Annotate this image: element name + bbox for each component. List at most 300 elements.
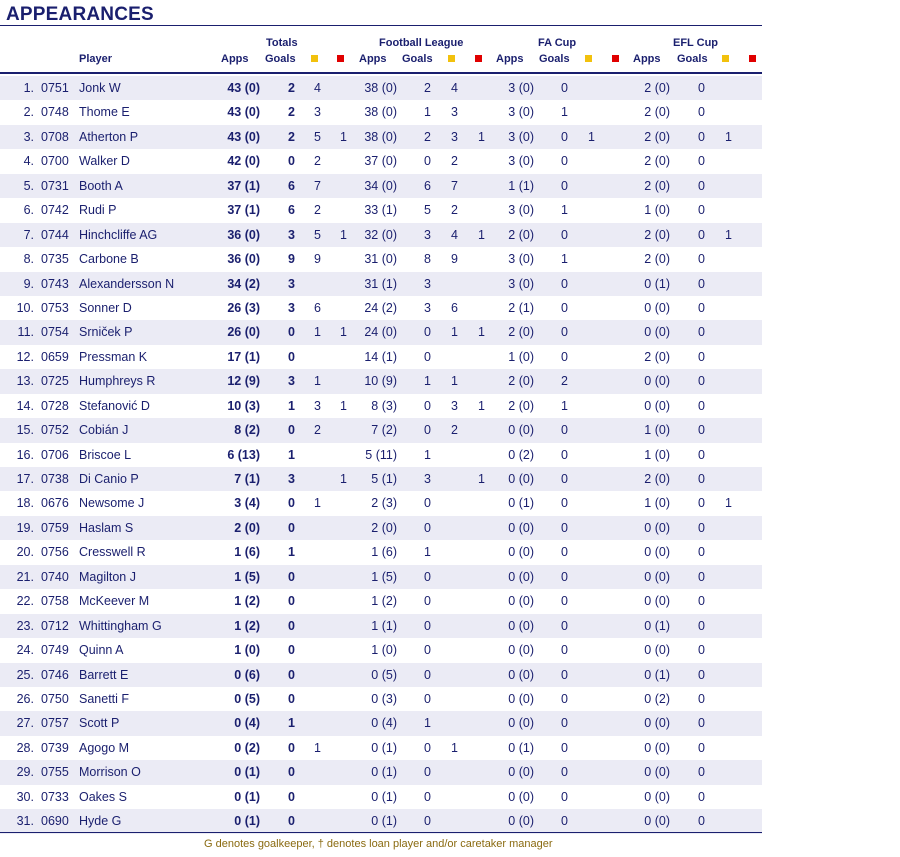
player-id: 0700 (41, 154, 69, 169)
row-number: 18. (16, 496, 34, 511)
facup-goals: 0 (561, 496, 568, 511)
facup-goals: 1 (561, 252, 568, 267)
table-row (0, 149, 762, 173)
facup-apps: 2 (0) (508, 398, 534, 413)
facup-goals: 0 (561, 569, 568, 584)
eflcup-apps: 0 (0) (644, 545, 670, 560)
league-apps: 34 (0) (364, 178, 397, 193)
title-divider (0, 25, 762, 26)
player-id: 0752 (41, 423, 69, 438)
eflcup-goals: 0 (698, 252, 705, 267)
row-number: 21. (16, 569, 34, 584)
eflcup-goals: 0 (698, 300, 705, 315)
player-name: McKeever M (79, 594, 150, 609)
eflcup-goals: 0 (698, 496, 705, 511)
eflcup-goals: 0 (698, 81, 705, 95)
totals-apps: 34 (2) (227, 276, 260, 291)
row-number: 3. (23, 129, 34, 144)
totals-apps: 1 (2) (234, 618, 260, 633)
row-number: 27. (16, 716, 34, 731)
player-name: Cresswell R (79, 545, 146, 560)
eflcup-apps: 0 (0) (644, 716, 670, 731)
eflcup-apps: 0 (0) (644, 765, 670, 780)
eflcup-goals: 0 (698, 105, 705, 120)
table-row (0, 540, 762, 564)
row-number: 8. (23, 252, 34, 267)
totals-apps: 37 (1) (227, 203, 260, 218)
player-name: Walker D (79, 154, 130, 169)
player-id: 0731 (41, 178, 69, 193)
totals-apps: 43 (0) (227, 81, 260, 95)
league-goals: 0 (424, 740, 431, 755)
row-number: 6. (23, 203, 34, 218)
facup-apps: 2 (0) (508, 374, 534, 389)
eflcup-apps: 1 (0) (644, 496, 670, 511)
header-fa-cup: FA Cup (538, 37, 577, 49)
facup-goals: 0 (561, 740, 568, 755)
totals-yellow-cards: 1 (314, 374, 321, 389)
eflcup-apps: 0 (0) (644, 325, 670, 340)
player-id: 0728 (41, 398, 69, 413)
league-apps: 5 (11) (365, 447, 397, 462)
facup-goals: 0 (561, 520, 568, 535)
eflcup-apps: 2 (0) (644, 349, 670, 364)
table-row (0, 76, 762, 100)
player-name: Alexandersson N (79, 276, 175, 291)
player-id: 0733 (41, 789, 69, 804)
facup-goals: 0 (561, 691, 568, 706)
facup-goals: 0 (561, 618, 568, 633)
totals-apps: 26 (0) (227, 325, 260, 340)
header-facup-goals: Goals (539, 53, 570, 65)
eflcup-goals: 0 (698, 374, 705, 389)
eflcup-goals: 0 (698, 447, 705, 462)
player-name: Newsome J (79, 496, 145, 511)
league-goals: 0 (424, 349, 431, 364)
player-id: 0690 (41, 814, 69, 829)
facup-apps: 3 (0) (508, 203, 534, 218)
facup-apps: 0 (1) (508, 496, 534, 511)
facup-goals: 0 (561, 765, 568, 780)
facup-goals: 0 (561, 178, 568, 193)
facup-goals: 0 (561, 716, 568, 731)
totals-goals: 0 (288, 423, 295, 438)
eflcup-apps: 2 (0) (644, 227, 670, 242)
player-name: Scott P (79, 716, 120, 731)
eflcup-red-cards: 1 (725, 227, 732, 242)
eflcup-apps: 2 (0) (644, 252, 670, 267)
player-name: Whittingham G (79, 618, 162, 633)
row-number: 25. (16, 667, 34, 682)
totals-goals: 6 (288, 178, 295, 193)
player-name: Agogo M (79, 740, 130, 755)
table-row (0, 809, 762, 833)
facup-apps: 3 (0) (508, 276, 534, 291)
player-id: 0742 (41, 203, 69, 218)
facup-goals: 0 (561, 276, 568, 291)
league-apps: 38 (0) (364, 81, 397, 95)
totals-goals: 9 (288, 252, 295, 267)
facup-goals: 0 (561, 81, 568, 95)
player-name: Hyde G (79, 814, 122, 829)
league-goals: 0 (424, 398, 431, 413)
facup-apps: 0 (2) (508, 447, 534, 462)
header-totals: Totals (266, 37, 298, 49)
league-apps: 37 (0) (364, 154, 397, 169)
facup-red-cards: 1 (588, 129, 595, 144)
eflcup-goals: 0 (698, 667, 705, 682)
header-totals-goals: Goals (265, 53, 296, 65)
eflcup-apps: 1 (0) (644, 203, 670, 218)
totals-yellow-cards: 9 (314, 252, 321, 267)
league-yellow-cards: 4 (451, 227, 458, 242)
eflcup-apps: 2 (0) (644, 105, 670, 120)
facup-goals: 0 (561, 325, 568, 340)
table-row (0, 223, 762, 247)
totals-yellow-cards: 2 (314, 423, 321, 438)
eflcup-apps: 0 (0) (644, 814, 670, 829)
league-apps: 14 (1) (364, 349, 397, 364)
table-row (0, 687, 762, 711)
player-name: Hinchcliffe AG (79, 227, 158, 242)
row-number: 13. (16, 374, 34, 389)
row-number: 23. (16, 618, 34, 633)
player-name: Di Canio P (79, 472, 139, 486)
facup-goals: 1 (561, 203, 568, 218)
eflcup-goals: 0 (698, 691, 705, 706)
player-id: 0755 (41, 765, 69, 780)
league-apps: 8 (3) (371, 398, 397, 413)
table-row (0, 467, 762, 491)
league-apps: 7 (2) (371, 423, 397, 438)
totals-apps: 0 (6) (234, 667, 260, 682)
table-row (0, 589, 762, 613)
facup-goals: 0 (561, 300, 568, 315)
league-apps: 1 (5) (371, 569, 397, 584)
league-apps: 10 (9) (364, 374, 397, 389)
eflcup-apps: 0 (0) (644, 398, 670, 413)
player-id: 0746 (41, 667, 69, 682)
totals-goals: 0 (288, 667, 295, 682)
player-id: 0706 (41, 447, 69, 462)
league-goals: 8 (424, 252, 431, 267)
league-apps: 0 (5) (371, 667, 397, 682)
totals-yellow-cards: 2 (314, 154, 321, 169)
league-apps: 1 (0) (371, 643, 397, 658)
league-goals: 0 (424, 520, 431, 535)
eflcup-goals: 0 (698, 154, 705, 169)
totals-apps: 36 (0) (227, 227, 260, 242)
facup-apps: 0 (0) (508, 667, 534, 682)
facup-goals: 0 (561, 447, 568, 462)
player-id: 0708 (41, 129, 69, 144)
row-number: 12. (16, 349, 34, 364)
eflcup-goals: 0 (698, 594, 705, 609)
player-name: Sonner D (79, 300, 132, 315)
table-row (0, 198, 762, 222)
totals-apps: 8 (2) (234, 423, 260, 438)
table-row (0, 418, 762, 442)
player-id: 0756 (41, 545, 69, 560)
player-name: Oakes S (79, 789, 127, 804)
totals-apps: 2 (0) (234, 520, 260, 535)
row-number: 11. (17, 325, 34, 340)
facup-apps: 0 (0) (508, 472, 534, 486)
totals-yellow-cards: 5 (314, 129, 321, 144)
eflcup-goals: 0 (698, 520, 705, 535)
table-row (0, 100, 762, 124)
row-number: 7. (23, 227, 34, 242)
league-red-cards: 1 (478, 227, 485, 242)
league-goals: 1 (424, 374, 431, 389)
row-number: 9. (23, 276, 34, 291)
eflcup-goals: 0 (698, 789, 705, 804)
league-yellow-cards: 2 (451, 203, 458, 218)
totals-goals: 1 (288, 398, 295, 413)
player-name: Barrett E (79, 667, 129, 682)
table-row (0, 320, 762, 344)
league-goals: 1 (424, 545, 431, 560)
totals-apps: 26 (3) (227, 300, 260, 315)
league-goals: 0 (424, 594, 431, 609)
facup-apps: 0 (0) (508, 618, 534, 633)
facup-apps: 1 (1) (508, 178, 534, 193)
league-yellow-cards: 1 (451, 374, 458, 389)
facup-goals: 0 (561, 814, 568, 829)
table-row (0, 369, 762, 393)
player-id: 0748 (41, 105, 69, 120)
player-name: Atherton P (79, 129, 139, 144)
league-yellow-cards: 7 (451, 178, 458, 193)
facup-apps: 0 (0) (508, 691, 534, 706)
league-goals: 0 (424, 789, 431, 804)
player-name: Morrison O (79, 765, 141, 780)
league-goals: 2 (424, 129, 431, 144)
eflcup-goals: 0 (698, 227, 705, 242)
player-id: 0659 (41, 349, 69, 364)
league-goals: 0 (424, 325, 431, 340)
row-number: 28. (16, 740, 34, 755)
totals-apps: 17 (1) (227, 349, 260, 364)
player-name: Jonk W (79, 81, 121, 95)
facup-apps: 2 (0) (508, 227, 534, 242)
totals-goals: 0 (288, 569, 295, 584)
facup-goals: 0 (561, 545, 568, 560)
header-facup-apps: Apps (496, 53, 524, 65)
table-row (0, 491, 762, 515)
row-number: 5. (23, 178, 34, 193)
header-efl-cup: EFL Cup (673, 37, 719, 49)
league-red-cards: 1 (478, 472, 485, 486)
totals-apps: 10 (3) (227, 398, 260, 413)
player-id: 0759 (41, 520, 69, 535)
eflcup-goals: 0 (698, 472, 705, 486)
row-number: 22. (16, 594, 34, 609)
table-row (0, 760, 762, 784)
league-red-cards: 1 (478, 129, 485, 144)
eflcup-red-cards: 1 (725, 129, 732, 144)
totals-apps: 6 (13) (227, 447, 260, 462)
totals-apps: 0 (2) (234, 740, 260, 755)
totals-apps: 0 (5) (234, 691, 260, 706)
eflcup-goals: 0 (698, 203, 705, 218)
facup-apps: 3 (0) (508, 81, 534, 95)
totals-goals: 0 (288, 814, 295, 829)
player-name: Carbone B (79, 252, 139, 267)
eflcup-apps: 0 (0) (644, 300, 670, 315)
player-id: 0739 (41, 740, 69, 755)
league-yellow-cards: 3 (451, 129, 458, 144)
player-name: Thome E (79, 105, 130, 120)
table-row (0, 663, 762, 687)
league-yellow-cards: 2 (451, 154, 458, 169)
yellow-card-icon (448, 55, 455, 62)
totals-yellow-cards: 3 (314, 105, 321, 120)
eflcup-apps: 2 (0) (644, 129, 670, 144)
facup-apps: 3 (0) (508, 105, 534, 120)
player-id: 0750 (41, 691, 69, 706)
totals-goals: 0 (288, 643, 295, 658)
totals-apps: 1 (5) (234, 569, 260, 584)
totals-apps: 1 (6) (234, 545, 260, 560)
league-goals: 0 (424, 423, 431, 438)
totals-goals: 2 (288, 81, 295, 95)
table-bottom-divider (0, 832, 762, 833)
eflcup-apps: 0 (2) (644, 691, 670, 706)
facup-apps: 0 (0) (508, 423, 534, 438)
league-goals: 0 (424, 667, 431, 682)
league-red-cards: 1 (478, 398, 485, 413)
eflcup-goals: 0 (698, 423, 705, 438)
totals-yellow-cards: 7 (314, 178, 321, 193)
league-yellow-cards: 1 (451, 325, 458, 340)
table-row (0, 394, 762, 418)
table-row (0, 614, 762, 638)
table-row (0, 711, 762, 735)
eflcup-goals: 0 (698, 129, 705, 144)
league-yellow-cards: 2 (451, 423, 458, 438)
header-divider (0, 72, 762, 74)
yellow-card-icon (311, 55, 318, 62)
facup-goals: 0 (561, 349, 568, 364)
eflcup-apps: 2 (0) (644, 472, 670, 486)
eflcup-apps: 2 (0) (644, 81, 670, 95)
eflcup-goals: 0 (698, 814, 705, 829)
player-name: Humphreys R (79, 374, 156, 389)
totals-goals: 1 (288, 716, 295, 731)
row-number: 26. (16, 691, 34, 706)
facup-apps: 0 (0) (508, 814, 534, 829)
totals-apps: 0 (4) (234, 716, 260, 731)
facup-goals: 0 (561, 472, 568, 486)
totals-red-cards: 1 (340, 325, 347, 340)
eflcup-goals: 0 (698, 545, 705, 560)
table-row (0, 296, 762, 320)
row-number: 29. (16, 765, 34, 780)
player-id: 0751 (41, 81, 69, 95)
player-id: 0744 (41, 227, 69, 242)
totals-goals: 3 (288, 300, 295, 315)
header-player: Player (79, 53, 113, 65)
totals-apps: 0 (1) (234, 765, 260, 780)
player-id: 0749 (41, 643, 69, 658)
facup-apps: 3 (0) (508, 252, 534, 267)
eflcup-apps: 0 (1) (644, 276, 670, 291)
red-card-icon (475, 55, 482, 62)
league-goals: 0 (424, 765, 431, 780)
appearances-table (0, 76, 762, 834)
player-id: 0712 (41, 618, 69, 633)
facup-apps: 0 (0) (508, 716, 534, 731)
red-card-icon (337, 55, 344, 62)
eflcup-apps: 0 (0) (644, 520, 670, 535)
totals-apps: 1 (2) (234, 594, 260, 609)
player-id: 0753 (41, 300, 69, 315)
table-row (0, 638, 762, 662)
table-row (0, 443, 762, 467)
totals-yellow-cards: 6 (314, 300, 321, 315)
totals-goals: 3 (288, 227, 295, 242)
league-apps: 31 (0) (364, 252, 397, 267)
league-yellow-cards: 3 (451, 398, 458, 413)
facup-goals: 0 (561, 789, 568, 804)
player-id: 0758 (41, 594, 69, 609)
table-row (0, 565, 762, 589)
eflcup-goals: 0 (698, 178, 705, 193)
row-number: 4. (23, 154, 34, 169)
eflcup-goals: 0 (698, 569, 705, 584)
player-name: Booth A (79, 178, 123, 193)
totals-goals: 3 (288, 276, 295, 291)
league-apps: 0 (3) (371, 691, 397, 706)
totals-apps: 43 (0) (227, 105, 260, 120)
table-row (0, 736, 762, 760)
totals-yellow-cards: 2 (314, 203, 321, 218)
player-id: 0743 (41, 276, 69, 291)
totals-goals: 0 (288, 740, 295, 755)
yellow-card-icon (722, 55, 729, 62)
league-apps: 2 (3) (371, 496, 397, 511)
table-row (0, 247, 762, 271)
league-goals: 0 (424, 691, 431, 706)
league-yellow-cards: 6 (451, 300, 458, 315)
totals-goals: 0 (288, 789, 295, 804)
header-totals-apps: Apps (221, 53, 249, 65)
header-league-goals: Goals (402, 53, 433, 65)
footnote: G denotes goalkeeper, † denotes loan player and/or caretaker manager (204, 838, 553, 850)
league-goals: 0 (424, 496, 431, 511)
league-apps: 0 (1) (371, 789, 397, 804)
eflcup-apps: 1 (0) (644, 423, 670, 438)
player-id: 0676 (41, 496, 69, 511)
league-goals: 3 (424, 300, 431, 315)
league-goals: 3 (424, 276, 431, 291)
row-number: 16. (16, 447, 34, 462)
yellow-card-icon (585, 55, 592, 62)
league-goals: 1 (424, 716, 431, 731)
table-row (0, 516, 762, 540)
facup-apps: 2 (0) (508, 325, 534, 340)
facup-goals: 0 (561, 154, 568, 169)
eflcup-apps: 0 (0) (644, 643, 670, 658)
totals-yellow-cards: 1 (314, 740, 321, 755)
eflcup-apps: 0 (0) (644, 740, 670, 755)
totals-yellow-cards: 4 (314, 81, 321, 95)
facup-apps: 0 (0) (508, 594, 534, 609)
player-name: Magilton J (79, 569, 136, 584)
facup-goals: 0 (561, 667, 568, 682)
player-id: 0757 (41, 716, 69, 731)
